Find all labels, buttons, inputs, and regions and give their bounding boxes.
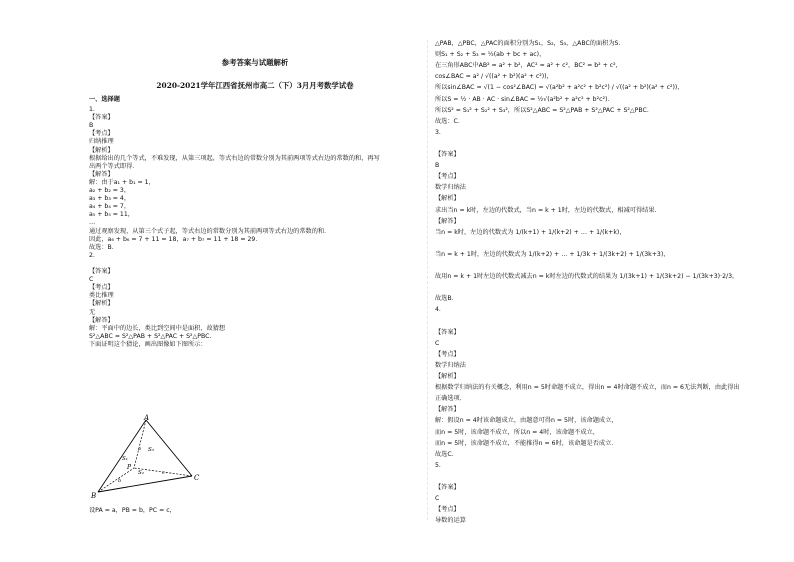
solution-text-line: 【解答】 [89,316,114,324]
solution-text-line: 【考点】 [435,173,460,181]
solution-text-line: 3. [435,128,441,136]
tetrahedron-figure [90,414,202,500]
solution-text-line: 【考点】 [89,130,114,138]
solution-text-line: a₂ + b₂ = 3， [89,187,131,194]
solution-text-line: a₃ + b₃ = 4， [89,195,131,203]
solution-text-line: C [435,339,440,347]
label-B: B [91,492,97,500]
solution-text-line: 无 [89,308,96,316]
solution-text-line: 【解答】 [435,406,460,414]
solution-text-line: 故选：C． [435,117,465,125]
exam-title: 2020-2021学年江西省抚州市高二（下）3月月考数学试卷 [156,81,354,90]
solution-text-line: 故选B． [435,295,458,303]
solution-text-line: 数学归纳法 [435,361,466,369]
solution-text-line: 解：由于a₁ + b₁ = 1， [89,178,155,186]
solution-text-line: 当n = k + 1时，左边的代数式为 1/(k+2) + … + 1/3k + 1/(3k+2) + 1/(3k+3)， [435,250,670,258]
label-S3: S₃ [148,447,154,453]
solution-text-line: … [89,219,96,227]
solution-text-line: 4. [435,306,441,314]
solution-text-line: C [435,495,440,503]
solution-text-line: 【考点】 [435,350,460,358]
solution-text-line: 数学归纳法 [435,184,466,192]
solution-text-line: 【答案】 [89,114,114,122]
document-title: 参考答案与试题解析 [221,58,289,67]
label-a: a [138,446,141,452]
solution-text-line: 归纳推理 [89,138,114,146]
solution-text-line: 根据数学归纳法的有关概念，利用n = 5时命题不成立，得出n = 4时命题不成立，而n = 6无法判断，由此得出 [435,384,740,392]
solution-text-line: 所以S = ½ · AB · AC · sin∠BAC = ½√(a²b² + a²c² + b²c²)． [435,95,614,103]
solution-text-line: 1. [89,106,95,113]
solution-text-line: 下面证明这个猜论，画出图像如下图所示： [89,340,207,348]
label-c: c [162,470,165,476]
solution-text-line: 【考点】 [435,506,460,514]
label-S1: S₁ [122,456,128,462]
solution-text-line: 则S₁ + S₂ + S₃ = ½(ab + bc + ac)， [435,51,546,59]
solution-text-line: 当n = k时，左边的代数式为 1/(k+1) + 1/(k+2) + … + 1/(k+k)， [435,228,626,236]
label-A: A [144,414,150,422]
solution-text-line: cos∠BAC = a² / √((a² + b²)(a² + c²))， [435,73,553,81]
solution-text-line: 【解答】 [89,170,114,178]
solution-text-line: 【答案】 [435,484,460,491]
label-C: C [194,474,200,482]
solution-text-line: 【解析】 [89,146,114,154]
solution-text-line: 而n = 5时，该命题不成立，不能推得n = 6时，该命题是否成立． [435,439,618,447]
solution-text-line: 求出当n = k时，左边的代数式，当n = k + 1时，左边的代数式，相减可得结果． [435,206,661,214]
solution-text-line: 正确选项． [435,395,466,403]
solution-text-line: 而n = 5时，该命题不成立，所以n = 4时，该命题不成立， [435,428,599,436]
label-S2: S₂ [138,470,144,476]
solution-text-line: 【考点】 [89,284,114,292]
solution-text-line: 2. [89,251,95,259]
solution-text-line: 解：平面中的边长，类比到空间中是面积，故猜想 [89,324,226,332]
solution-text-line: 【答案】 [435,151,460,158]
solution-text-line: 出两个等式即得． [89,162,139,170]
solution-text-line: S²△ABC = S²△PAB + S²△PAC + S²△PBC． [89,332,216,340]
solution-text-line: B [89,122,94,130]
label-P: P [127,464,132,471]
solution-text-line: 【答案】 [89,268,114,275]
solution-text-line: 解：假设n = 4时该命题成立，由题意可得n = 5时，该命题成立， [435,417,618,425]
solution-text-line: 【解析】 [89,300,114,308]
solution-text-line: 【解答】 [435,217,460,225]
solution-text-line: 【解析】 [435,373,460,380]
solution-text-line: 根据给出的几个等式，不难发现，从第三项起，等式右边的常数分别为其前两项等式右边的常数的和，再写 [89,154,380,162]
solution-text-line: 通过观察发现，从第三个式子起，等式右边的常数分别为其前两项等式右边的常数的和． [89,227,331,235]
solution-text-line: 故用n = k + 1时左边的代数式减去n = k时左边的代数式的结果为 1/(3k+1) + 1/(3k+2) − 1/(3k+3)·2/3， [435,273,739,281]
solution-text-line: 5. [435,461,441,469]
solution-text-line: 导数的运算 [435,517,466,525]
solution-text-line: a₄ + b₄ = 7， [89,203,131,211]
solution-text-line: a₅ + b₅ = 11， [89,211,134,219]
solution-text-line: C [89,276,94,284]
solution-text-line: 类比推理 [89,292,114,300]
solution-text-line: 【解析】 [435,195,460,203]
solution-text-line: 【答案】 [435,328,460,336]
solution-text-line: 故选：B． [89,243,118,251]
solution-text-line: 在三角形ABC中AB² = a² + b²，AC² = a² + c²，BC² = b² + c²， [435,62,622,70]
solution-text-line: △PAB，△PBC，△PAC的面积分别为S₁，S₂，S₃，△ABC的面积为S． [435,40,625,47]
section-heading: 一、选择题 [89,96,120,103]
solution-text-line: 设PA = a，PB = b，PC = c， [89,507,176,514]
solution-text-line: B [435,162,440,170]
solution-text-line: 因此，a₆ + b₆ = 7 + 11 = 18，a₇ + b₇ = 11 + 18 = 29． [89,235,262,243]
solution-text-line: 故选C． [435,450,458,458]
solution-text-line: 所以S² = S₁² + S₂² + S₃²，所以S²△ABC = S²△PAB + S²△PAC + S²△PBC． [435,106,654,114]
label-b: b [118,478,122,484]
solution-text-line: 所以sin∠BAC = √(1 − cos²∠BAC) = √(a²b² + a²c² + b²c²) / √((a² + b²)(a² + c²))， [435,84,684,92]
column-divider [427,40,428,520]
